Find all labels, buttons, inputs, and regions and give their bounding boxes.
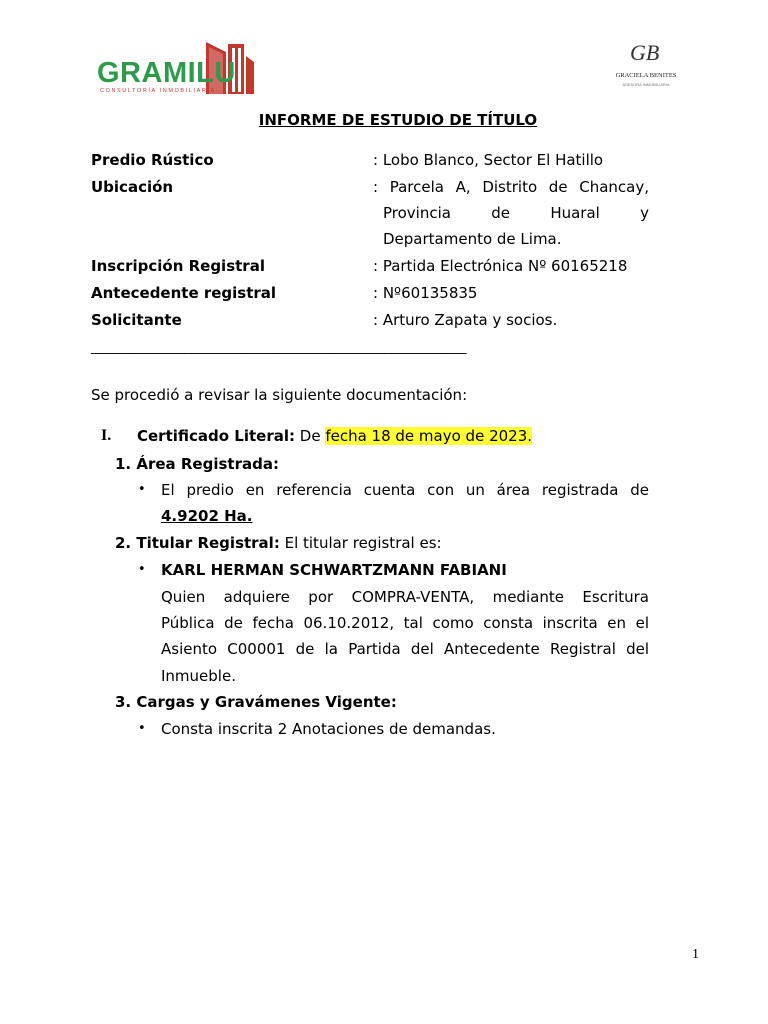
item-area-value: 4.9202 Ha. <box>161 507 253 525</box>
item-area-label: 1. Área Registrada: <box>115 455 279 473</box>
bullet-icon: • <box>138 482 146 497</box>
document-title: INFORME DE ESTUDIO DE TÍTULO <box>258 111 538 129</box>
item-titular-text: El titular registral es: <box>279 534 442 552</box>
logo-subtitle: CONSULTORÍA INMOBILIARIA <box>100 88 216 94</box>
field-label-predio: Predio Rústico <box>91 151 214 169</box>
item-titular-heading <box>115 534 442 552</box>
field-value-solicitante: : Arturo Zapata y socios. <box>373 311 558 329</box>
logo-name: GRACIELA BENITES <box>615 72 677 79</box>
owner-paragraph-line3: Asiento C00001 de la Partida del Antecedente Registral del <box>161 640 649 658</box>
field-value-ubicacion-line1: : Parcela A, Distrito de Chancay, <box>373 178 649 196</box>
field-value-antecedente: : Nº60135835 <box>373 284 478 302</box>
section-label: Certificado Literal: <box>137 427 295 445</box>
owner-paragraph-line1: Quien adquiere por COMPRA-VENTA, mediante Escritura <box>161 588 649 606</box>
divider-line: ____________________________________________________________ <box>91 339 466 355</box>
section-heading <box>137 427 532 445</box>
graciela-benites-logo <box>600 36 692 96</box>
field-label-antecedente: Antecedente registral <box>91 284 277 302</box>
page-number: 1 <box>692 947 699 962</box>
item-titular-label: 2. Titular Registral: <box>115 534 280 552</box>
owner-paragraph-line2: Pública de fecha 06.10.2012, tal como consta inscrita en el <box>161 614 649 632</box>
owner-name: KARL HERMAN SCHWARTZMANN FABIANI <box>161 561 507 579</box>
field-value-inscripcion: : Partida Electrónica Nº 60165218 <box>373 257 628 275</box>
field-value-ubicacion-line3: Departamento de Lima. <box>383 230 562 248</box>
item-cargas-text: Consta inscrita 2 Anotaciones de demandas. <box>161 720 496 738</box>
field-value-ubicacion-line2: Provincia de Huaral y <box>383 204 649 222</box>
bullet-icon: • <box>138 562 146 577</box>
highlighted-date: fecha 18 de mayo de 2023. <box>325 427 533 445</box>
field-label-ubicacion: Ubicación <box>91 178 174 196</box>
logo-tagline: ASESORA INMOBILIARIA <box>622 82 670 87</box>
field-value-predio: : Lobo Blanco, Sector El Hatillo <box>373 151 604 169</box>
logo-wordmark: GRAMILU <box>97 57 236 89</box>
section-text: De <box>295 427 326 445</box>
owner-paragraph-line4: Inmueble. <box>161 667 236 685</box>
field-label-inscripcion: Inscripción Registral <box>91 257 265 275</box>
monogram: GB <box>630 40 660 65</box>
item-cargas-label: 3. Cargas y Gravámenes Vigente: <box>115 693 397 711</box>
field-label-solicitante: Solicitante <box>91 311 182 329</box>
bullet-icon: • <box>138 721 146 736</box>
intro-text: Se procedió a revisar la siguiente documentación: <box>91 386 468 404</box>
section-numeral: I. <box>101 427 112 444</box>
item-area-text: El predio en referencia cuenta con un área registrada de <box>161 481 649 499</box>
